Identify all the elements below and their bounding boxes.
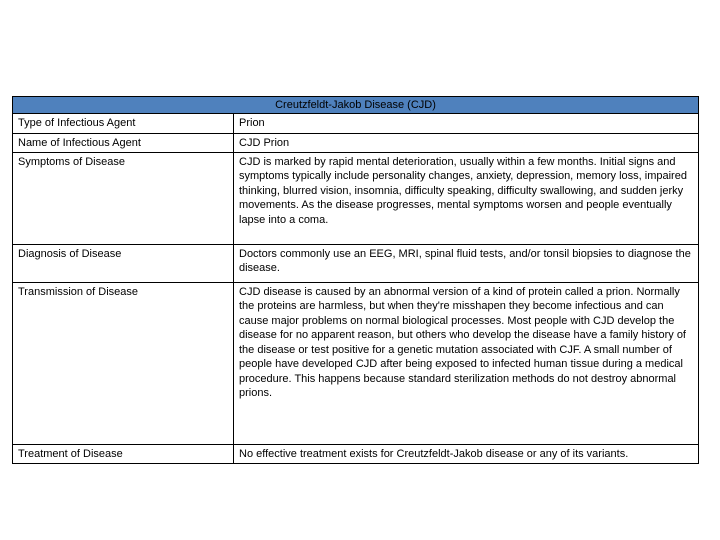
row-label-agent-name: Name of Infectious Agent [13, 133, 234, 152]
table-title: Creutzfeldt-Jakob Disease (CJD) [13, 97, 699, 114]
table-row [13, 244, 699, 282]
row-value-agent-type: Prion [234, 113, 699, 133]
row-value-agent-name: CJD Prion [234, 133, 699, 152]
row-label-transmission: Transmission of Disease [13, 282, 234, 444]
table-row [13, 444, 699, 463]
row-value-symptoms: CJD is marked by rapid mental deterioration, usually within a few months. Initial signs and symptoms typically include personality changes, anxiety, depression, memory loss, impaired thinking, blurred vision, insomnia, difficulty speaking, difficulty swallowing, and sudden jerky movements. As the disease progresses, mental symptoms worsen and people eventually lapse into a coma. [234, 152, 699, 244]
cjd-info-table [12, 96, 699, 464]
table-row [13, 133, 699, 152]
row-label-treatment: Treatment of Disease [13, 444, 234, 463]
table-row [13, 282, 699, 444]
row-value-transmission: CJD disease is caused by an abnormal version of a kind of protein called a prion. Normally the proteins are harmless, but when they're misshapen they become infectious and can cause major problems on normal biological processes. Most people with CJD develop the disease for no apparent reason, but others who develop the disease have a family history of the disease or test positive for a genetic mutation associated with CJF. A small number of people have developed CJD after being exposed to infected human tissue during a medical procedure. This happens because standard sterilization methods do not destroy abnormal prions. [234, 282, 699, 444]
table-row [13, 152, 699, 244]
row-label-diagnosis: Diagnosis of Disease [13, 244, 234, 282]
row-value-diagnosis: Doctors commonly use an EEG, MRI, spinal fluid tests, and/or tonsil biopsies to diagnose the disease. [234, 244, 699, 282]
row-label-symptoms: Symptoms of Disease [13, 152, 234, 244]
row-value-treatment: No effective treatment exists for Creutzfeldt-Jakob disease or any of its variants. [234, 444, 699, 463]
table-row [13, 113, 699, 133]
table-header-row [13, 97, 699, 114]
row-label-agent-type: Type of Infectious Agent [13, 113, 234, 133]
